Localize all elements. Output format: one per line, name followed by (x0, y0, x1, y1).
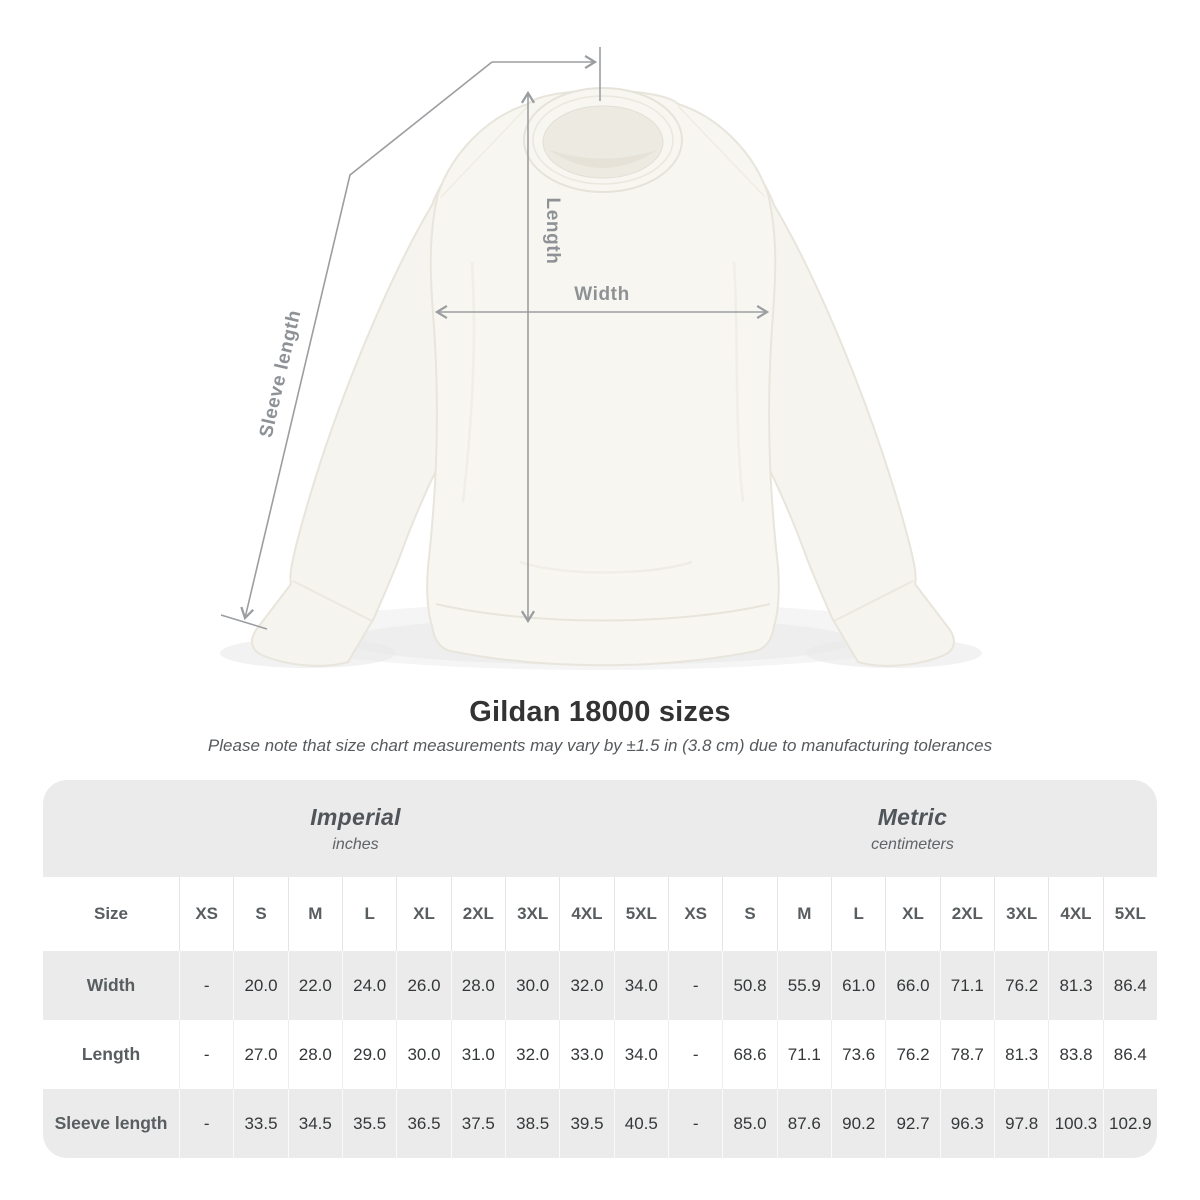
value-cell: 35.5 (342, 1089, 396, 1158)
value-cell: 29.0 (342, 1020, 396, 1089)
page-title: Gildan 18000 sizes (469, 696, 731, 728)
size-header-row (43, 877, 1157, 951)
value-cell: 38.5 (505, 1089, 559, 1158)
size-col-header: 4XL (1048, 877, 1102, 951)
value-cell: 83.8 (1048, 1020, 1102, 1089)
value-cell: 30.0 (396, 1020, 450, 1089)
value-cell: 97.8 (994, 1089, 1048, 1158)
width-label: Width (574, 284, 630, 305)
size-col-header: 4XL (559, 877, 613, 951)
sweatshirt-illustration (252, 88, 954, 666)
value-cell: 30.0 (505, 951, 559, 1020)
value-cell: 24.0 (342, 951, 396, 1020)
value-cell: 50.8 (722, 951, 776, 1020)
value-cell: 28.0 (288, 1020, 342, 1089)
value-cell: - (179, 1020, 233, 1089)
unit-group-unit: centimeters (871, 835, 954, 853)
unit-group-name: Imperial (310, 803, 401, 830)
value-cell: 85.0 (722, 1089, 776, 1158)
value-cell: 55.9 (777, 951, 831, 1020)
size-header-label: Size (93, 904, 129, 923)
value-cell: 34.5 (288, 1089, 342, 1158)
value-cell: - (179, 1089, 233, 1158)
unit-group-row (43, 780, 1157, 877)
value-cell: - (179, 951, 233, 1020)
value-cell: 81.3 (1048, 951, 1102, 1020)
table-row-length (43, 1020, 1157, 1089)
size-col-header: 3XL (994, 877, 1048, 951)
value-cell: - (668, 1089, 722, 1158)
unit-group-imperial (43, 780, 668, 877)
value-cell: 71.1 (777, 1020, 831, 1089)
size-col-header: 5XL (1103, 877, 1157, 951)
row-label: Width (86, 975, 136, 995)
value-cell: 68.6 (722, 1020, 776, 1089)
collar (524, 88, 682, 192)
value-cell: 61.0 (831, 951, 885, 1020)
size-col-header: XL (396, 877, 450, 951)
value-cell: 86.4 (1103, 951, 1157, 1020)
value-cell: 27.0 (233, 1020, 287, 1089)
size-col-header: XL (885, 877, 939, 951)
sleeve-length-label: Sleeve length (255, 307, 306, 440)
size-col-header: 5XL (614, 877, 668, 951)
value-cell: 71.1 (940, 951, 994, 1020)
value-cell: 96.3 (940, 1089, 994, 1158)
table-row-width (43, 951, 1157, 1020)
size-col-header: M (288, 877, 342, 951)
value-cell: 26.0 (396, 951, 450, 1020)
value-cell: 33.0 (559, 1020, 613, 1089)
row-label: Length (81, 1044, 141, 1064)
size-col-header: S (722, 877, 776, 951)
value-cell: 34.0 (614, 1020, 668, 1089)
unit-group-name: Metric (877, 803, 948, 830)
value-cell: 100.3 (1048, 1089, 1102, 1158)
value-cell: 32.0 (505, 1020, 559, 1089)
sleeve-end-tick (221, 615, 267, 629)
value-cell: 40.5 (614, 1089, 668, 1158)
size-col-header: L (831, 877, 885, 951)
value-cell: 34.0 (614, 951, 668, 1020)
table-row-sleeve-length (43, 1089, 1157, 1158)
size-col-header: 2XL (451, 877, 505, 951)
value-cell: 37.5 (451, 1089, 505, 1158)
size-col-header: S (233, 877, 287, 951)
value-cell: 39.5 (559, 1089, 613, 1158)
value-cell: 31.0 (451, 1020, 505, 1089)
size-col-header: L (342, 877, 396, 951)
length-label: Length (542, 197, 563, 265)
value-cell: 28.0 (451, 951, 505, 1020)
value-cell: 81.3 (994, 1020, 1048, 1089)
unit-group-metric (668, 780, 1157, 877)
size-col-header: M (777, 877, 831, 951)
size-col-header: 2XL (940, 877, 994, 951)
page-subtitle: Please note that size chart measurements may vary by ±1.5 in (3.8 cm) due to manufacturing tolerances (207, 736, 993, 755)
value-cell: 32.0 (559, 951, 613, 1020)
value-cell: 78.7 (940, 1020, 994, 1089)
row-label: Sleeve length (54, 1113, 168, 1133)
value-cell: 102.9 (1103, 1089, 1157, 1158)
title-block (0, 696, 1200, 756)
value-cell: 92.7 (885, 1089, 939, 1158)
value-cell: 76.2 (994, 951, 1048, 1020)
value-cell: 76.2 (885, 1020, 939, 1089)
value-cell: - (668, 951, 722, 1020)
size-col-header: XS (179, 877, 233, 951)
size-table (43, 780, 1157, 1158)
unit-group-unit: inches (332, 835, 379, 853)
size-col-header: XS (668, 877, 722, 951)
value-cell: 36.5 (396, 1089, 450, 1158)
value-cell: 73.6 (831, 1020, 885, 1089)
value-cell: 90.2 (831, 1089, 885, 1158)
value-cell: 20.0 (233, 951, 287, 1020)
value-cell: 87.6 (777, 1089, 831, 1158)
size-col-header: 3XL (505, 877, 559, 951)
value-cell: 33.5 (233, 1089, 287, 1158)
value-cell: 22.0 (288, 951, 342, 1020)
value-cell: 66.0 (885, 951, 939, 1020)
value-cell: 86.4 (1103, 1020, 1157, 1089)
value-cell: - (668, 1020, 722, 1089)
